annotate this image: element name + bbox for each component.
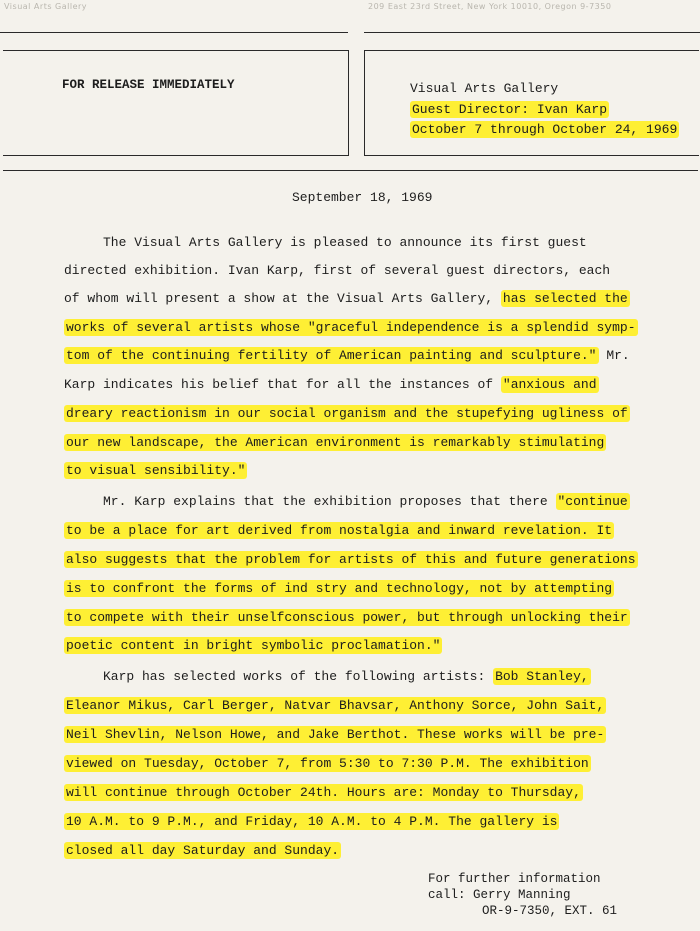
- body-line: [64, 581, 614, 596]
- highlighted-text: to be a place for art derived from nostalgia and inward revelation. It: [66, 523, 613, 538]
- highlighted-text: is to confront the forms of ind stry and technology, not by attempting: [66, 581, 613, 596]
- faint-header-right: 209 East 23rd Street, New York 10010, Oregon 9-7350: [368, 2, 612, 11]
- guest-director-highlight: Guest Director: Ivan Karp: [412, 102, 608, 117]
- highlighted-text: will continue through October 24th. Hours are: Monday to Thursday,: [66, 785, 581, 800]
- top-rule-left: [0, 32, 348, 33]
- exhibition-dates: [410, 122, 679, 137]
- body-line: [64, 610, 630, 625]
- highlighted-text: works of several artists whose "graceful independence is a splendid symp-: [66, 320, 636, 335]
- highlighted-text: dreary reactionism in our social organism and the stupefying ugliness of: [66, 406, 628, 421]
- highlighted-text: has selected the: [502, 291, 628, 306]
- highlighted-text: "continue: [557, 494, 628, 509]
- body-line-text: of whom will present a show at the Visual Arts Gallery,: [64, 291, 494, 306]
- faint-header-left: Visual Arts Gallery: [4, 2, 88, 11]
- body-line: [64, 435, 606, 450]
- exhibition-dates-highlight: October 7 through October 24, 1969: [412, 122, 678, 137]
- highlighted-text: "anxious and: [502, 377, 597, 392]
- body-line: directed exhibition. Ivan Karp, first of several guest directors, each: [64, 263, 611, 278]
- body-line: [64, 756, 591, 771]
- highlighted-text: 10 A.M. to 9 P.M., and Friday, 10 A.M. to 4 P.M. The gallery is: [66, 814, 558, 829]
- body-line: [64, 843, 341, 858]
- body-line: [64, 463, 247, 478]
- body-line: [103, 494, 630, 509]
- body-line-text: Karp has selected works of the following artists:: [103, 669, 486, 684]
- body-line: [64, 406, 630, 421]
- body-line: [103, 669, 591, 684]
- contact-line-2: call: Gerry Manning: [428, 888, 571, 902]
- highlighted-text: our new landscape, the American environment is remarkably stimulating: [66, 435, 605, 450]
- highlighted-text: to visual sensibility.": [66, 463, 246, 478]
- highlighted-text: tom of the continuing fertility of American painting and sculpture.": [66, 348, 597, 363]
- contact-line-3: OR-9-7350, EXT. 61: [482, 904, 618, 918]
- body-line: [64, 348, 630, 363]
- highlighted-text: to compete with their unselfconscious power, but through unlocking their: [66, 610, 628, 625]
- body-line: [64, 523, 614, 538]
- body-line-text: Mr. Karp explains that the exhibition proposes that there: [103, 494, 548, 509]
- body-line: [64, 638, 442, 653]
- body-line: [64, 320, 638, 335]
- body-line: [64, 814, 559, 829]
- highlighted-text: Bob Stanley,: [495, 669, 589, 684]
- letter-date: September 18, 1969: [292, 190, 433, 205]
- contact-line-1: For further information: [428, 872, 601, 886]
- top-rule-right: [364, 32, 700, 33]
- body-line-text: Mr.: [606, 348, 630, 363]
- highlighted-text: closed all day Saturday and Sunday.: [66, 843, 340, 858]
- highlighted-text: also suggests that the problem for artists of this and future generations: [66, 552, 636, 567]
- body-line: [64, 727, 606, 742]
- highlighted-text: poetic content in bright symbolic proclamation.": [66, 638, 441, 653]
- highlighted-text: Eleanor Mikus, Carl Berger, Natvar Bhavsar, Anthony Sorce, John Sait,: [66, 698, 605, 713]
- guest-director: [410, 102, 609, 117]
- release-box: [3, 50, 349, 156]
- body-line: [64, 552, 638, 567]
- body-line: [64, 377, 599, 392]
- release-label: FOR RELEASE IMMEDIATELY: [62, 78, 235, 92]
- body-line-text: Karp indicates his belief that for all the instances of: [64, 377, 494, 392]
- highlighted-text: viewed on Tuesday, October 7, from 5:30 to 7:30 P.M. The exhibition: [66, 756, 589, 771]
- highlighted-text: Neil Shevlin, Nelson Howe, and Jake Berthot. These works will be pre-: [66, 727, 605, 742]
- body-line: [64, 785, 583, 800]
- body-line: [64, 698, 606, 713]
- body-line: The Visual Arts Gallery is pleased to announce its first guest: [103, 235, 587, 250]
- gallery-name: Visual Arts Gallery: [410, 81, 559, 96]
- body-line: [64, 291, 630, 306]
